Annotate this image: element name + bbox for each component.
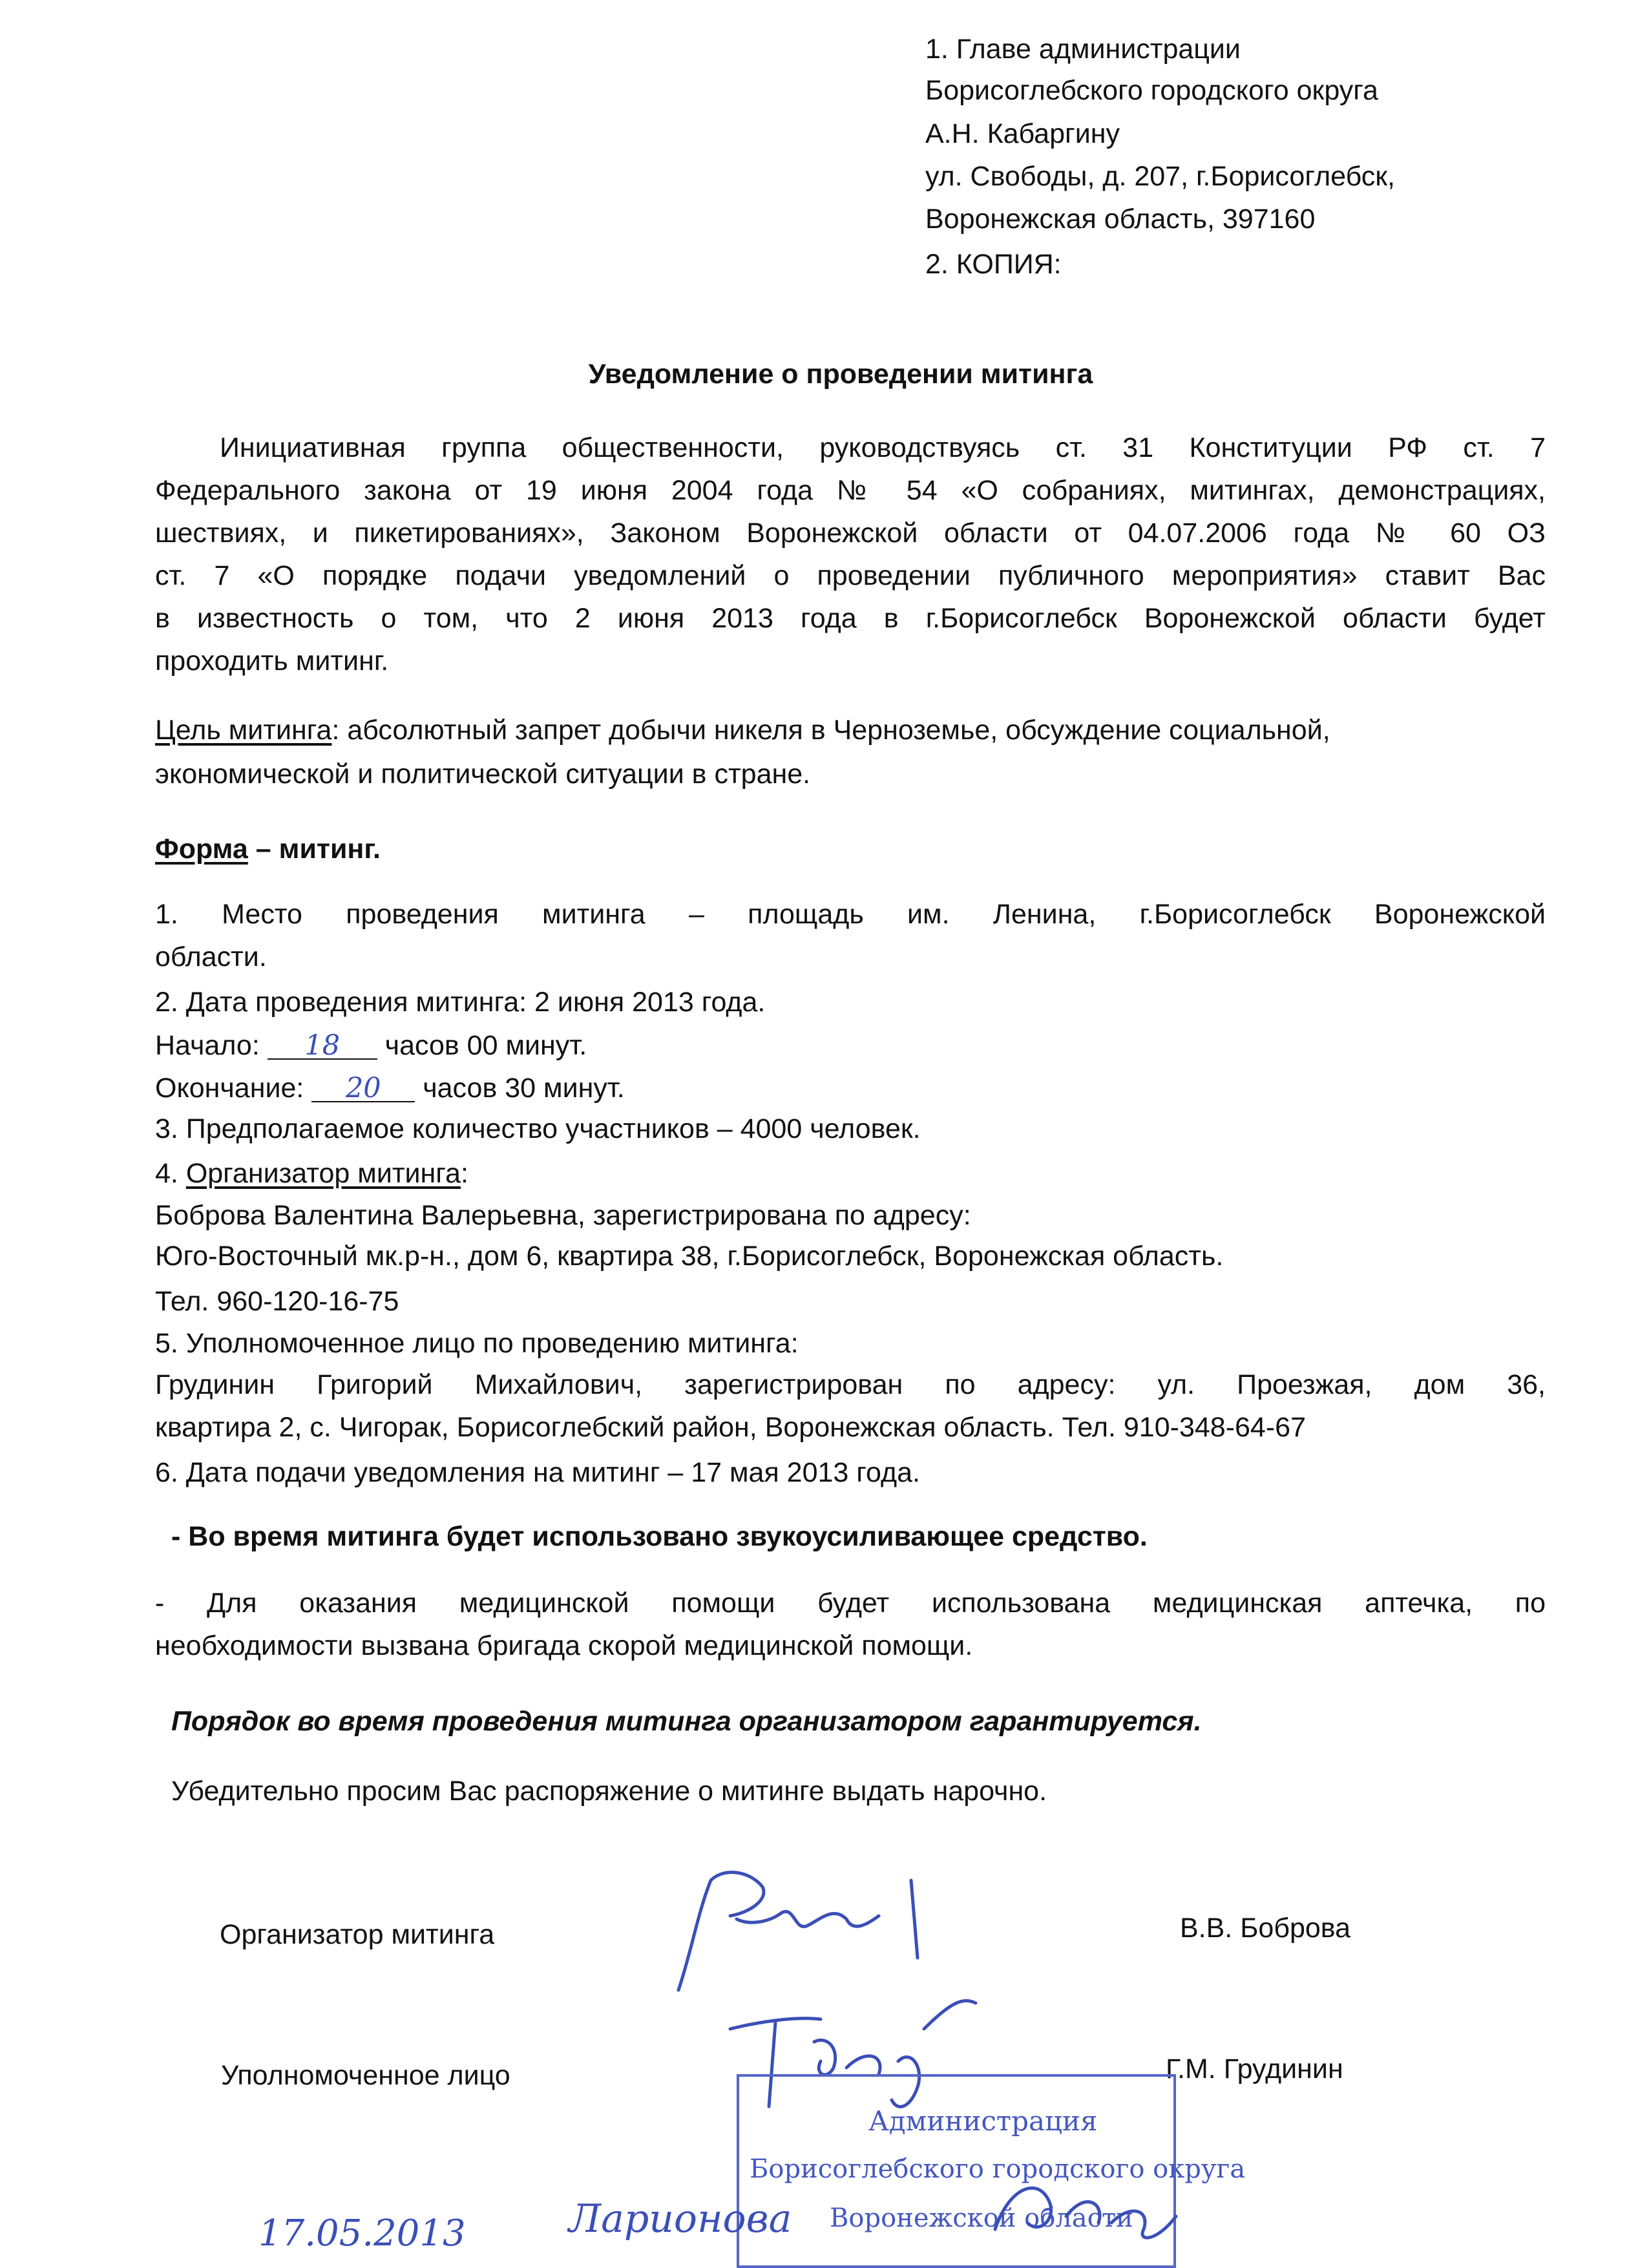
- addressee-line-2: Борисоглебского городского округа: [925, 75, 1378, 106]
- sound-note: - Во время митинга будет использовано звукоусиливающее средство.: [171, 1521, 1148, 1552]
- goal-line-2: экономической и политической ситуации в стране.: [155, 759, 811, 790]
- addressee-line-6: 2. КОПИЯ:: [925, 249, 1062, 280]
- medical-paragraph: [155, 1582, 1546, 1667]
- item-5: 5. Уполномоченное лицо по проведению митинга:: [155, 1328, 799, 1359]
- addressee-line-5: Воронежская область, 397160: [925, 204, 1316, 235]
- receipt-signature: [982, 2152, 1189, 2255]
- item-1-line-b: области.: [155, 941, 267, 972]
- request-statement: Убедительно просим Вас распоряжение о митинге выдать нарочно.: [171, 1776, 1047, 1807]
- form-line: [155, 834, 381, 865]
- intro-line-5: в известность о том, что 2 июня 2013 года в г.Борисоглебск Воронежской области будет: [155, 603, 1546, 634]
- receipt-date: 17.05.2013: [258, 2212, 466, 2254]
- stamp-line-2: Борисоглебского городского округа: [750, 2154, 1246, 2184]
- authorized-person-block: [155, 1363, 1546, 1449]
- item-2: 2. Дата проведения митинга: 2 июня 2013 года.: [155, 987, 766, 1018]
- intro-line-3: шествиях, и пикетированиях», Законом Воронежской области от 04.07.2006 года № 60 ОЗ: [155, 518, 1546, 549]
- end-hour-field: [311, 1073, 415, 1102]
- stamp-line-1: Администрация: [868, 2105, 1098, 2137]
- stamp-line-3: Воронежской области: [830, 2203, 1133, 2233]
- end-time-line: [155, 1073, 625, 1104]
- start-time-line: [155, 1030, 587, 1062]
- item-6: 6. Дата подачи уведомления на митинг – 17 мая 2013 года.: [155, 1457, 920, 1488]
- goal-line-1: [155, 715, 1330, 746]
- form-value: – митинг.: [247, 834, 381, 865]
- item-1: [155, 893, 1546, 978]
- document-title: Уведомление о проведении митинга: [588, 359, 1093, 390]
- goal-label: Цель митинга: [155, 715, 332, 746]
- medical-line-2: необходимости вызвана бригада скорой медицинской помощи.: [155, 1630, 973, 1661]
- start-rest: часов 00 минут.: [377, 1030, 587, 1061]
- item-4: [155, 1158, 468, 1190]
- intro-line-1: Инициативная группа общественности, руководствуясь ст. 31 Конституции РФ ст. 7: [220, 432, 1546, 463]
- medical-line-1: - Для оказания медицинской помощи будет использована медицинская аптечка, по: [155, 1588, 1546, 1619]
- authorized-line-a: Грудинин Григорий Михайлович, зарегистрирован по адресу: ул. Проезжая, дом 36,: [155, 1369, 1546, 1400]
- intro-line-6: проходить митинг.: [155, 646, 389, 677]
- addressee-line-1: 1. Главе администрации: [925, 34, 1241, 65]
- start-label: Начало:: [155, 1030, 268, 1061]
- authorized-role: Уполномоченное лицо: [221, 2060, 510, 2091]
- item-4-label: Организатор митинга: [185, 1158, 461, 1189]
- organizer-address: Юго-Восточный мк.р-н., дом 6, квартира 38, г.Борисоглебск, Воронежская область.: [155, 1241, 1224, 1272]
- start-hour: 18: [304, 1029, 341, 1062]
- intro-paragraph: [155, 426, 1546, 682]
- organizer-name: Боброва Валентина Валерьевна, зарегистрирована по адресу:: [155, 1200, 971, 1231]
- item-4-number: 4.: [155, 1158, 186, 1189]
- organizer-signature-name: В.В. Боброва: [1180, 1913, 1351, 1944]
- goal-text: : абсолютный запрет добычи никеля в Черноземье, обсуждение социальной,: [331, 715, 1330, 746]
- start-hour-field: [268, 1030, 377, 1060]
- item-1-line-a: 1. Место проведения митинга – площадь им. Ленина, г.Борисоглебск Воронежской: [155, 899, 1546, 930]
- end-hour: 20: [345, 1072, 381, 1104]
- organizer-signature: [653, 1861, 963, 2010]
- organizer-phone: Тел. 960-120-16-75: [155, 1286, 399, 1317]
- item-4-colon: :: [460, 1158, 468, 1189]
- authorized-signature-name: Г.М. Грудинин: [1166, 2053, 1343, 2084]
- item-3: 3. Предполагаемое количество участников – 4000 человек.: [155, 1113, 921, 1144]
- intro-line-4: ст. 7 «О порядке подачи уведомлений о проведении публичного мероприятия» ставит Вас: [155, 560, 1546, 591]
- order-statement: Порядок во время проведения митинга организатором гарантируется.: [171, 1706, 1202, 1737]
- end-rest: часов 30 минут.: [415, 1073, 625, 1104]
- addressee-line-3: А.Н. Кабаргину: [925, 118, 1120, 149]
- form-label: Форма: [155, 834, 248, 865]
- end-label: Окончание:: [155, 1073, 312, 1104]
- receipt-name: Ларионова: [569, 2196, 792, 2242]
- organizer-role: Организатор митинга: [220, 1919, 495, 1950]
- addressee-line-4: ул. Свободы, д. 207, г.Борисоглебск,: [925, 161, 1395, 192]
- intro-line-2: Федерального закона от 19 июня 2004 года № 54 «О собраниях, митингах, демонстрациях,: [155, 475, 1546, 506]
- authorized-line-b: квартира 2, с. Чигорак, Борисоглебский район, Воронежская область. Тел. 910-348-64-67: [155, 1412, 1306, 1443]
